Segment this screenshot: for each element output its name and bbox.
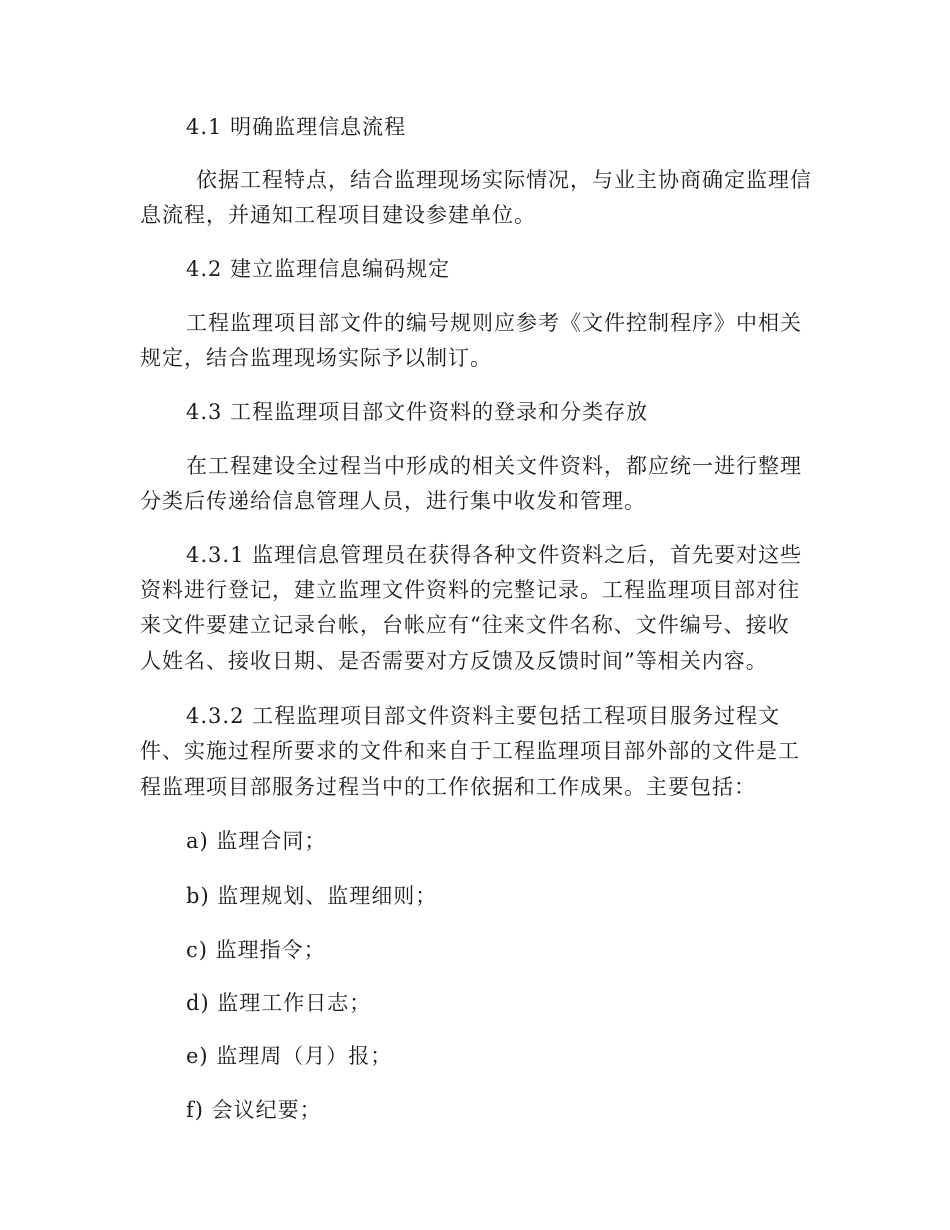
list-item: b) 监理规划、监理细则； (186, 884, 438, 908)
paragraph-line: 依据工程特点，结合监理现场实际情况，与业主协商确定监理信 (196, 168, 812, 192)
list-item: f) 会议纪要； (186, 1098, 322, 1122)
paragraph-line: 来文件要建立记录台帐，台帐应有“往来文件名称、文件编号、接收 (140, 613, 790, 637)
heading-4-3: 4.3 工程监理项目部文件资料的登录和分类存放 (186, 400, 649, 424)
paragraph-line: 分类后传递给信息管理人员，进行集中收发和管理。 (140, 489, 646, 513)
paragraph-line: 4.3.1 监理信息管理员在获得各种文件资料之后，首先要对这些 (186, 543, 803, 567)
list-item: e) 监理周（月）报； (186, 1044, 393, 1068)
paragraph-line: 资料进行登记，建立监理文件资料的完整记录。工程监理项目部对往 (140, 578, 800, 602)
paragraph-line: 息流程，并通知工程项目建设参建单位。 (140, 203, 536, 227)
paragraph-line: 在工程建设全过程当中形成的相关文件资料，都应统一进行整理 (186, 454, 802, 478)
list-item: a) 监理合同； (186, 829, 327, 853)
paragraph-line: 规定，结合监理现场实际予以制订。 (140, 346, 492, 370)
heading-4-2: 4.2 建立监理信息编码规定 (186, 257, 451, 281)
paragraph-line: 工程监理项目部文件的编号规则应参考《文件控制程序》中相关 (186, 311, 802, 335)
heading-4-1: 4.1 明确监理信息流程 (186, 115, 407, 139)
paragraph-line: 件、实施过程所要求的文件和来自于工程监理项目部外部的文件是工 (140, 739, 800, 763)
list-item: c) 监理指令； (186, 938, 326, 962)
paragraph-line: 程监理项目部服务过程当中的工作依据和工作成果。主要包括： (140, 775, 756, 799)
paragraph-line: 4.3.2 工程监理项目部文件资料主要包括工程项目服务过程文 (186, 704, 781, 728)
paragraph-line: 人姓名、接收日期、是否需要对方反馈及反馈时间”等相关内容。 (140, 649, 768, 673)
list-item: d) 监理工作日志； (186, 991, 372, 1015)
